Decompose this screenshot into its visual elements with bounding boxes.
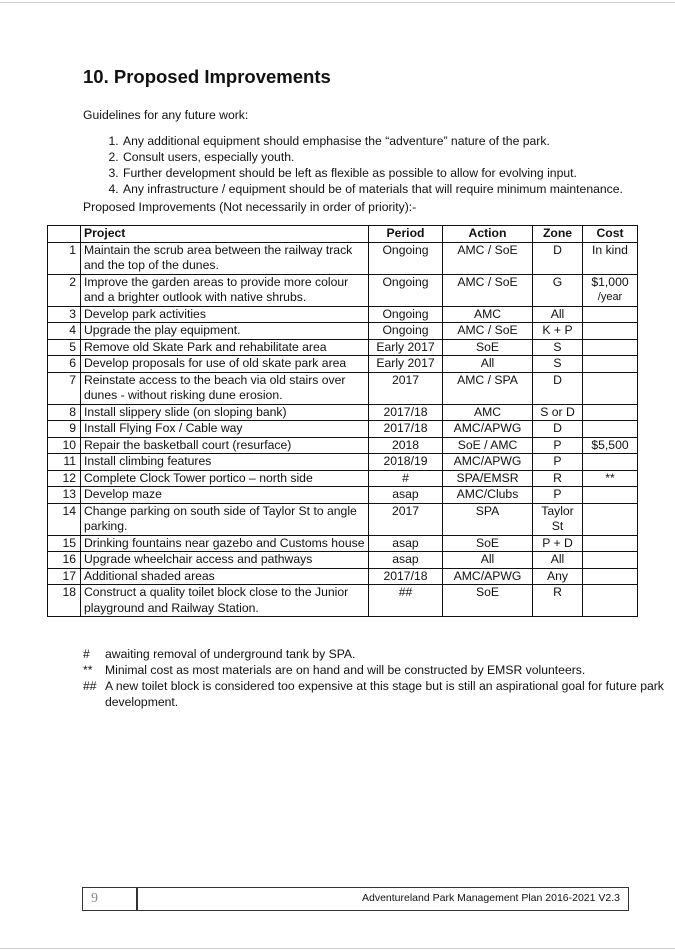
action-cell: AMC/APWG: [443, 421, 533, 438]
cost-cell: [583, 421, 638, 438]
table-row: [48, 585, 638, 617]
header-zone: Zone: [533, 226, 583, 243]
period-cell: 2017: [369, 372, 443, 404]
bottom-border: [0, 948, 675, 949]
cost-cell: [583, 487, 638, 504]
guidelines-label: Guidelines for any future work:: [83, 108, 249, 122]
period-cell: asap: [369, 487, 443, 504]
project-cell: Remove old Skate Park and rehabilitate area: [81, 339, 369, 356]
page-title: 10. Proposed Improvements: [83, 66, 331, 87]
improvements-table: [47, 225, 638, 617]
action-cell: SoE / AMC: [443, 437, 533, 454]
table-row: [48, 487, 638, 504]
guideline-item: 3. Further development should be left as flexible as possible to allow for evolving input.: [122, 165, 623, 181]
table-row: [48, 306, 638, 323]
table-row: [48, 372, 638, 404]
zone-cell: All: [533, 552, 583, 569]
cost-unit: /year: [597, 291, 623, 303]
cost-value: In kind: [592, 242, 628, 257]
table-row: [48, 242, 638, 274]
period-cell: Early 2017: [369, 356, 443, 373]
action-cell: SPA/EMSR: [443, 470, 533, 487]
cost-cell: [583, 454, 638, 471]
zone-cell: S: [533, 339, 583, 356]
zone-cell: S or D: [533, 404, 583, 421]
footnote: [83, 678, 675, 710]
footnote: [83, 662, 675, 678]
row-number: 18: [48, 585, 81, 617]
header-num: [48, 226, 81, 243]
cost-value: $1,000: [591, 274, 629, 289]
period-cell: asap: [369, 552, 443, 569]
table-header-row: [48, 226, 638, 243]
action-cell: AMC/Clubs: [443, 487, 533, 504]
zone-cell: Taylor St: [533, 503, 583, 535]
guideline-item: 4. Any infrastructure / equipment should be of materials that will require minimum maintenance.: [122, 181, 623, 197]
project-cell: Develop park activities: [81, 306, 369, 323]
period-cell: 2018/19: [369, 454, 443, 471]
period-cell: 2018: [369, 437, 443, 454]
project-cell: Install climbing features: [81, 454, 369, 471]
project-cell: Develop proposals for use of old skate park area: [81, 356, 369, 373]
period-cell: 2017/18: [369, 404, 443, 421]
project-cell: Construct a quality toilet block close to the Junior playground and Railway Station.: [81, 585, 369, 617]
cost-cell: [583, 568, 638, 585]
project-cell: Maintain the scrub area between the railway track and the top of the dunes.: [81, 242, 369, 274]
period-cell: Ongoing: [369, 306, 443, 323]
action-cell: AMC: [443, 306, 533, 323]
footnote-text: Minimal cost as most materials are on hand and will be constructed by EMSR volunteers.: [105, 663, 586, 677]
action-cell: AMC/APWG: [443, 568, 533, 585]
zone-cell: Any: [533, 568, 583, 585]
table-row: [48, 356, 638, 373]
zone-cell: P: [533, 437, 583, 454]
zone-cell: R: [533, 470, 583, 487]
header-cost: Cost: [583, 226, 638, 243]
table-row: [48, 568, 638, 585]
row-number: 14: [48, 503, 81, 535]
zone-cell: D: [533, 421, 583, 438]
period-cell: Ongoing: [369, 274, 443, 306]
zone-cell: R: [533, 585, 583, 617]
row-number: 1: [48, 242, 81, 274]
table-row: [48, 437, 638, 454]
zone-cell: All: [533, 306, 583, 323]
table-row: [48, 274, 638, 306]
row-number: 17: [48, 568, 81, 585]
period-cell: #: [369, 470, 443, 487]
period-cell: asap: [369, 535, 443, 552]
project-cell: Improve the garden areas to provide more colour and a brighter outlook with native shrubs.: [81, 274, 369, 306]
project-cell: Develop maze: [81, 487, 369, 504]
cost-cell: [583, 242, 638, 274]
period-cell: Ongoing: [369, 323, 443, 340]
action-cell: AMC / SoE: [443, 274, 533, 306]
document-title: Adventureland Park Management Plan 2016-2021 V2.3: [361, 892, 620, 904]
zone-cell: K + P: [533, 323, 583, 340]
row-number: 2: [48, 274, 81, 306]
cost-cell: [583, 323, 638, 340]
zone-cell: P + D: [533, 535, 583, 552]
project-cell: Install slippery slide (on sloping bank): [81, 404, 369, 421]
cost-cell: [583, 552, 638, 569]
guideline-item: 1. Any additional equipment should emphasise the “adventure” nature of the park.: [122, 133, 623, 149]
table-row: [48, 323, 638, 340]
action-cell: AMC / SoE: [443, 242, 533, 274]
action-cell: SoE: [443, 535, 533, 552]
table-row: [48, 339, 638, 356]
header-project: Project: [81, 226, 369, 243]
top-border: [0, 2, 675, 3]
cost-cell: [583, 470, 638, 487]
row-number: 12: [48, 470, 81, 487]
zone-cell: D: [533, 372, 583, 404]
cost-value: $5,500: [591, 437, 629, 452]
table-row: [48, 454, 638, 471]
guideline-item: 2. Consult users, especially youth.: [122, 149, 623, 165]
table-row: [48, 535, 638, 552]
footnote-text: A new toilet block is considered too expensive at this stage but is still an aspirational goal for future park development.: [105, 679, 664, 709]
row-number: 7: [48, 372, 81, 404]
action-cell: AMC / SoE: [443, 323, 533, 340]
row-number: 8: [48, 404, 81, 421]
period-cell: 2017/18: [369, 421, 443, 438]
row-number: 9: [48, 421, 81, 438]
action-cell: All: [443, 552, 533, 569]
zone-cell: G: [533, 274, 583, 306]
footnote-text: awaiting removal of underground tank by SPA.: [105, 647, 356, 661]
period-cell: 2017: [369, 503, 443, 535]
table-row: [48, 404, 638, 421]
cost-cell: [583, 535, 638, 552]
page-footer: [82, 887, 629, 911]
row-number: 16: [48, 552, 81, 569]
header-action: Action: [443, 226, 533, 243]
action-cell: AMC/APWG: [443, 454, 533, 471]
row-number: 5: [48, 339, 81, 356]
action-cell: AMC / SPA: [443, 372, 533, 404]
row-number: 15: [48, 535, 81, 552]
action-cell: AMC: [443, 404, 533, 421]
project-cell: Additional shaded areas: [81, 568, 369, 585]
cost-cell: [583, 274, 638, 306]
project-cell: Drinking fountains near gazebo and Customs house: [81, 535, 369, 552]
footnote: [83, 646, 675, 662]
cost-cell: [583, 356, 638, 373]
cost-cell: [583, 372, 638, 404]
action-cell: SPA: [443, 503, 533, 535]
zone-cell: S: [533, 356, 583, 373]
table-row: [48, 552, 638, 569]
project-cell: Upgrade the play equipment.: [81, 323, 369, 340]
project-cell: Install Flying Fox / Cable way: [81, 421, 369, 438]
row-number: 13: [48, 487, 81, 504]
project-cell: Complete Clock Tower portico – north side: [81, 470, 369, 487]
cost-cell: [583, 404, 638, 421]
row-number: 3: [48, 306, 81, 323]
project-cell: Upgrade wheelchair access and pathways: [81, 552, 369, 569]
period-cell: ##: [369, 585, 443, 617]
period-cell: Early 2017: [369, 339, 443, 356]
cost-cell: [583, 437, 638, 454]
row-number: 10: [48, 437, 81, 454]
table-row: [48, 470, 638, 487]
cost-cell: [583, 339, 638, 356]
guidelines-list: [83, 133, 623, 197]
page-number: 9: [83, 888, 138, 910]
row-number: 4: [48, 323, 81, 340]
action-cell: SoE: [443, 339, 533, 356]
project-cell: Reinstate access to the beach via old stairs over dunes - without risking dune erosion.: [81, 372, 369, 404]
cost-value: **: [605, 470, 615, 485]
period-cell: 2017/18: [369, 568, 443, 585]
zone-cell: P: [533, 454, 583, 471]
project-cell: Change parking on south side of Taylor St to angle parking.: [81, 503, 369, 535]
project-cell: Repair the basketball court (resurface): [81, 437, 369, 454]
period-cell: Ongoing: [369, 242, 443, 274]
table-row: [48, 421, 638, 438]
cost-cell: [583, 585, 638, 617]
row-number: 11: [48, 454, 81, 471]
action-cell: SoE: [443, 585, 533, 617]
row-number: 6: [48, 356, 81, 373]
table-row: [48, 503, 638, 535]
header-period: Period: [369, 226, 443, 243]
zone-cell: D: [533, 242, 583, 274]
zone-cell: P: [533, 487, 583, 504]
footnotes: [83, 646, 675, 710]
footnote-symbol: #: [83, 647, 90, 661]
action-cell: All: [443, 356, 533, 373]
footnote-symbol: ##: [83, 679, 97, 693]
cost-cell: [583, 503, 638, 535]
footnote-symbol: **: [83, 663, 93, 677]
proposed-label: Proposed Improvements (Not necessarily in order of priority):-: [83, 200, 417, 214]
cost-cell: [583, 306, 638, 323]
